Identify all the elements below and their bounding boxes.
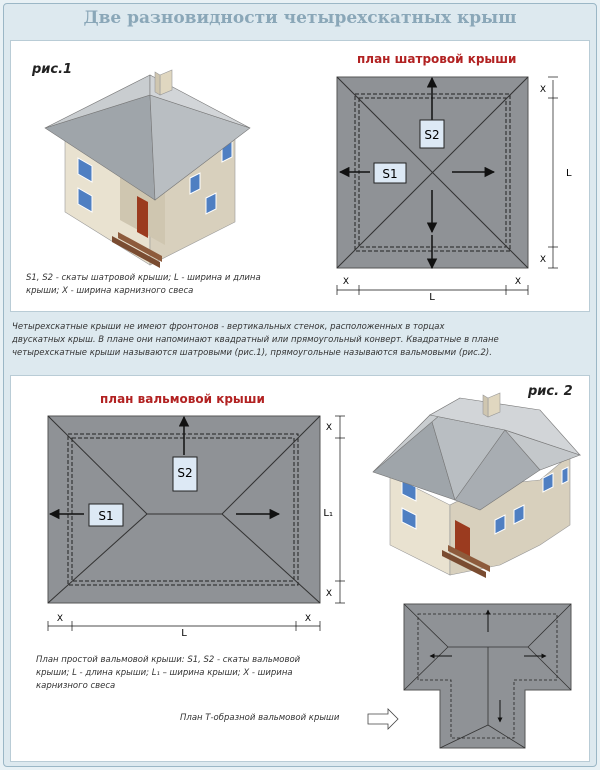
fig2-s1-label: S1 — [98, 509, 114, 523]
fig1-s1-label: S1 — [382, 167, 398, 181]
house-hip-roof-illustration — [45, 70, 250, 268]
fig1-dim-l-right: L — [566, 168, 572, 179]
fig1-dim-l-bottom: L — [429, 292, 435, 303]
description-line-1: Четырехскатные крыши не имеют фронтонов - вертикальных стенок, расположенных в торцах — [12, 322, 445, 332]
fig2-caption-line-2: крыши; L - длина крыши; L₁ – ширина крыши; X - ширина — [36, 668, 293, 678]
fig2-dim-x-bottom: X — [325, 589, 332, 599]
description-line-2: двускатных крыш. В плане они напоминают квадратный или прямоугольный конверт. Квадратные в плане — [12, 335, 499, 345]
fig2-s2-label: S2 — [177, 466, 193, 480]
fig1-dim-x-right: X — [514, 277, 522, 287]
fig2-dim-l: L — [181, 628, 187, 639]
fig1-dim-x-top: X — [539, 85, 546, 95]
hip-roof-plan — [337, 77, 572, 303]
description-line-3: четырехскатные крыши называются шатровыми (рис.1), прямоугольные называются вальмовыми (рис.2). — [12, 348, 492, 358]
fig1-plan-title: план шатровой крыши — [357, 52, 517, 66]
fig1-dim-x-bottom: X — [539, 255, 546, 265]
t-shaped-hip-roof-plan — [404, 604, 571, 748]
fig2-dim-l1: L₁ — [323, 508, 333, 519]
house-gable-hip-roof-illustration — [373, 393, 580, 578]
fig1-dim-x-left: X — [342, 277, 350, 287]
page-title: Две разновидности четырехскатных крыш — [83, 8, 517, 28]
t-plan-caption: План Т-образной вальмовой крыши — [180, 713, 340, 723]
fig2-dim-x-right: X — [304, 614, 312, 624]
fig2-caption-line-3: карнизного свеса — [36, 681, 116, 691]
fig2-label: рис. 2 — [528, 384, 573, 399]
fig2-dim-x-top: X — [325, 423, 332, 433]
pointer-arrow-icon — [368, 709, 398, 729]
fig1-caption-line-1: S1, S2 - скаты шатровой крыши; L - ширина и длина — [26, 273, 261, 283]
fig1-s2-label: S2 — [424, 128, 440, 142]
fig2-plan-title: план вальмовой крыши — [100, 392, 265, 406]
fig2-dim-x-left: X — [56, 614, 64, 624]
fig2-caption-line-1: План простой вальмовой крыши: S1, S2 - скаты вальмовой — [36, 655, 301, 665]
gable-hip-roof-plan — [48, 416, 345, 639]
fig1-label: рис.1 — [32, 62, 73, 77]
fig1-caption-line-2: крыши; X - ширина карнизного свеса — [26, 286, 194, 296]
